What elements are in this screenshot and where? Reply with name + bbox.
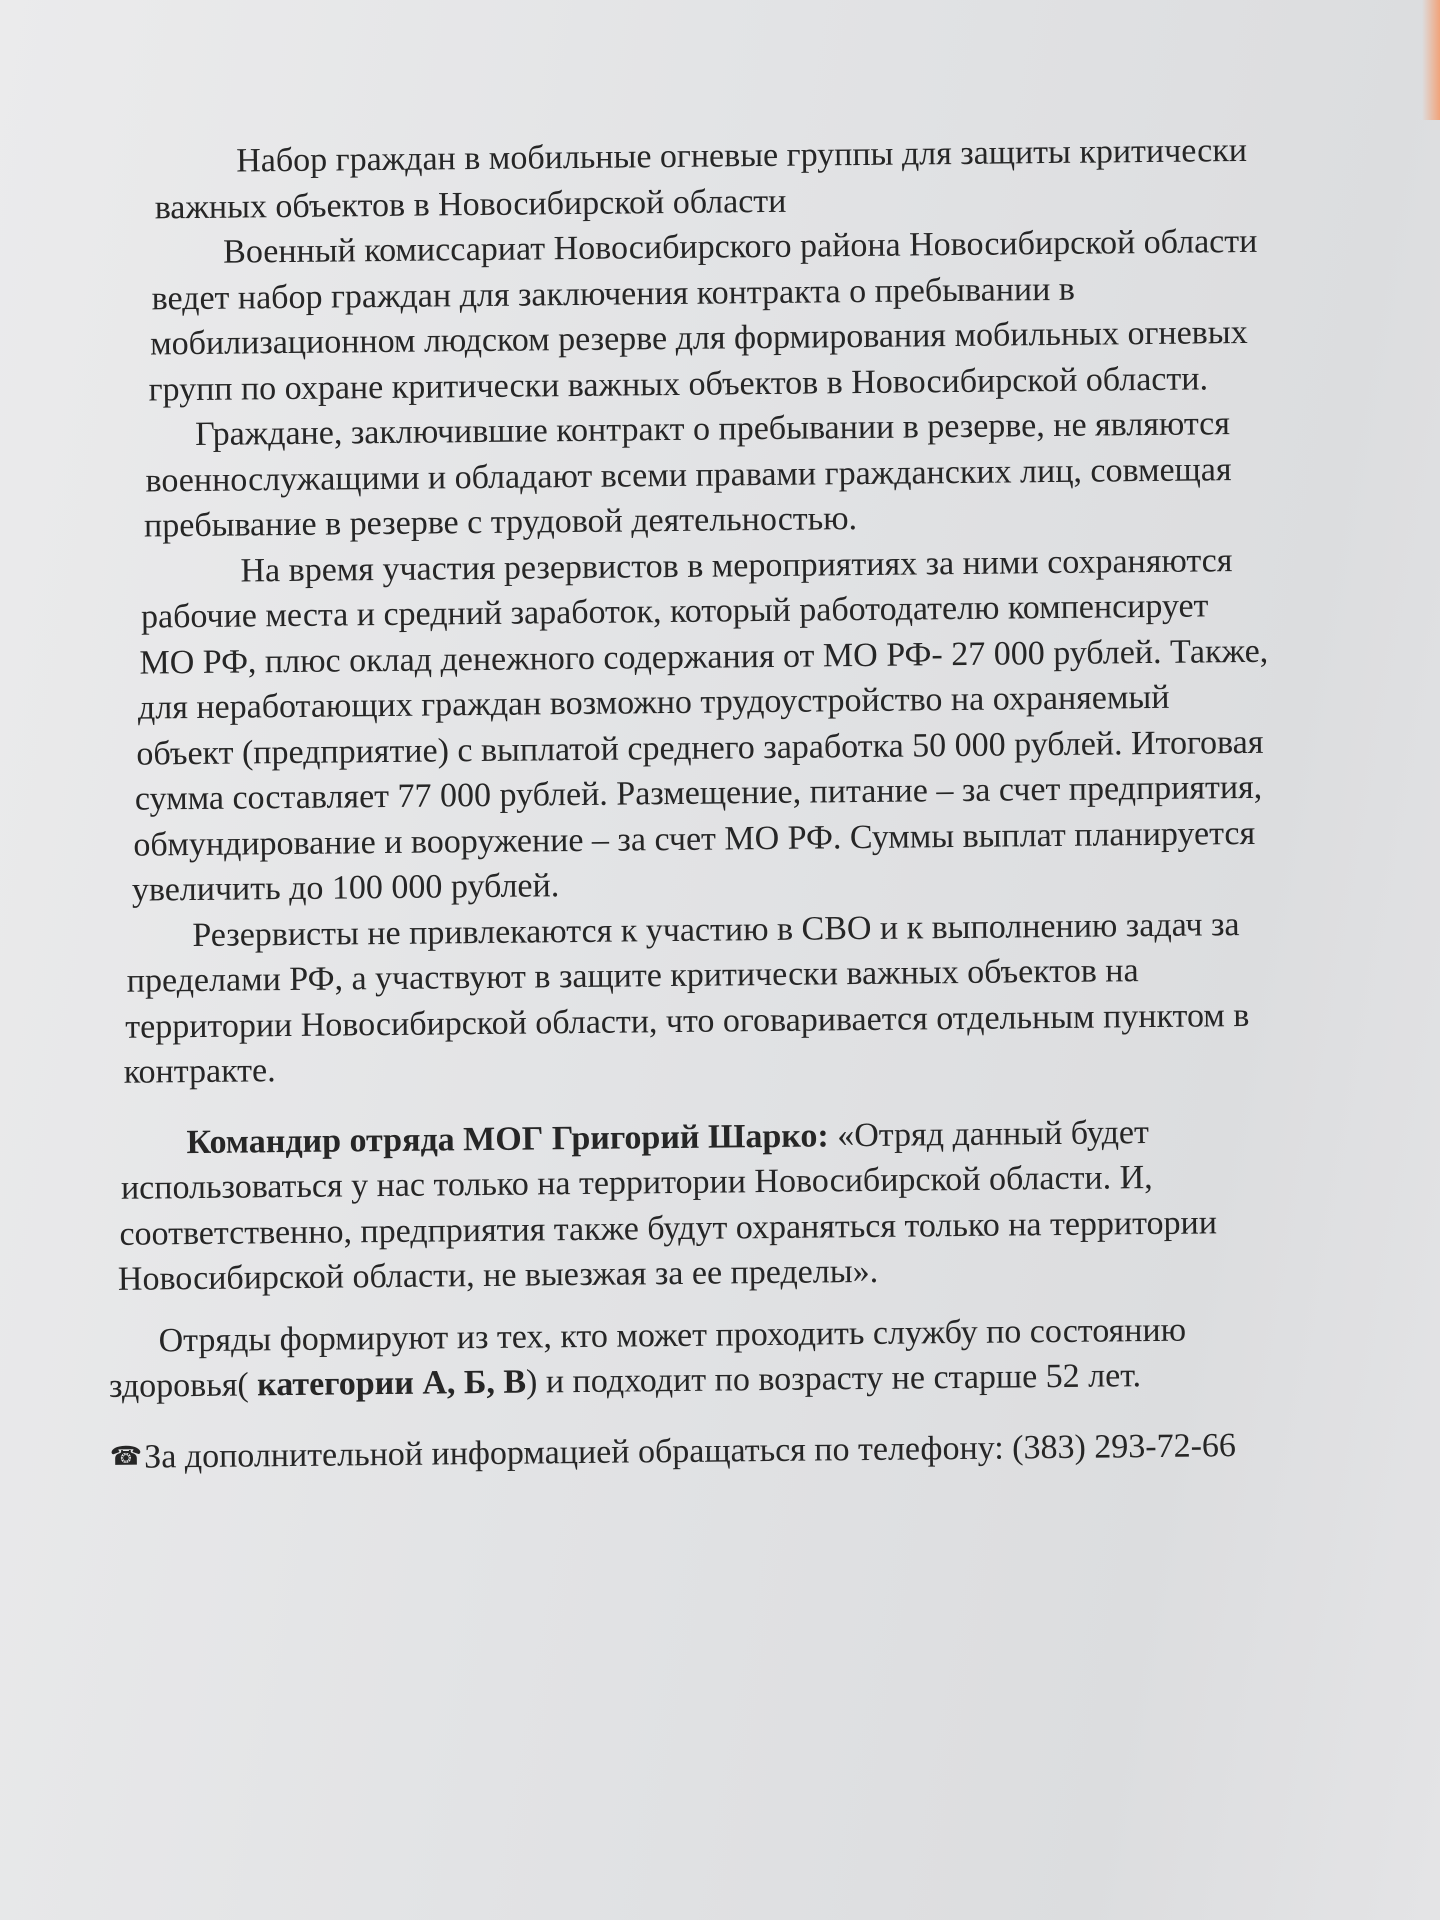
telephone-icon: ☎	[109, 1441, 143, 1472]
paragraph-line: для неработающих граждан возможно трудоустройство на охраняемый	[137, 678, 1170, 727]
quote-text-start: «Отряд данный будет	[828, 1113, 1150, 1154]
requirements-text-start: здоровья(	[108, 1366, 249, 1405]
paragraph-line: Новосибирской области, не выезжая за ее пределы».	[117, 1252, 879, 1298]
paragraph-line: соответственно, предприятия также будут охраняться только на территории	[119, 1203, 1218, 1253]
paragraph-citizens	[99, 399, 1390, 549]
paragraph-reservists	[104, 900, 1396, 1095]
paragraph-line: пребывание в резерве с трудовой деятельностью.	[143, 500, 858, 545]
quote-speaker: Командир отряда МОГ Григорий Шарко:	[186, 1116, 829, 1161]
paragraph-line: мобилизационном людском резерве для формирования мобильных огневых	[149, 313, 1248, 363]
commander-quote	[106, 1107, 1398, 1302]
paragraph-line: рабочие места и средний заработок, который работодателю компенсирует	[140, 587, 1209, 636]
document-body	[96, 126, 1400, 1479]
paragraph-line: пределами РФ, а участвуют в защите критически важных объектов на	[126, 952, 1139, 1000]
paragraph-line: Военный комиссариат Новосибирского района Новосибирской области	[222, 222, 1258, 271]
title-line-1: Набор граждан в мобильные огневые группы для защиты критически	[236, 131, 1248, 180]
health-categories: категории А, Б, В	[248, 1363, 527, 1404]
paragraph-line: Граждане, заключившие контракт о пребывании в резерве, не являются	[194, 405, 1231, 453]
paragraph-line: Резервисты не привлекаются к участию в СВО и к выполнению задач за	[192, 905, 1240, 954]
document-title	[96, 126, 1387, 231]
paragraph-line: групп по охране критически важных объектов в Новосибирской области.	[148, 359, 1209, 408]
title-line-2: важных объектов в Новосибирской области	[154, 182, 787, 226]
paragraph-line: увеличить до 100 000 рублей.	[131, 867, 560, 909]
paragraph-line: МО РФ, плюс оклад денежного содержания от МО РФ- 27 000 рублей. Также,	[139, 632, 1269, 682]
paragraph-line: территории Новосибирской области, что оговаривается отдельным пунктом в	[125, 996, 1250, 1046]
paragraph-line: военнослужащими и обладают всеми правами гражданских лиц, совмещая	[145, 450, 1232, 499]
paragraph-line: объект (предприятие) с выплатой среднего заработка 50 000 рублей. Итоговая	[136, 723, 1264, 773]
requirements-text-end: ) и подходит по возрасту не старше 52 лет.	[525, 1357, 1142, 1401]
paragraph-line: использоваться у нас только на территории Новосибирской области. И,	[120, 1158, 1153, 1207]
paragraph-payments	[100, 536, 1394, 913]
paragraph-line: обмундирование и вооружение – за счет МО РФ. Суммы выплат планируется	[133, 814, 1256, 864]
contact-text: За дополнительной информацией обращаться по телефону: (383) 293-72-66	[143, 1426, 1237, 1476]
paragraph-commissariat	[97, 217, 1389, 412]
paragraph-line: Отряды формируют из тех, кто может проходить службу по состоянию	[158, 1311, 1187, 1359]
paragraph-requirements	[108, 1305, 1399, 1410]
paragraph-line: ведет набор граждан для заключения контракта о пребывании в	[151, 270, 1076, 317]
paragraph-line: На время участия резервистов в мероприятиях за ними сохраняются	[240, 541, 1233, 590]
paragraph-line: контракте.	[123, 1052, 276, 1091]
paragraph-line: сумма составляет 77 000 рублей. Размещение, питание – за счет предприятия,	[134, 768, 1263, 818]
